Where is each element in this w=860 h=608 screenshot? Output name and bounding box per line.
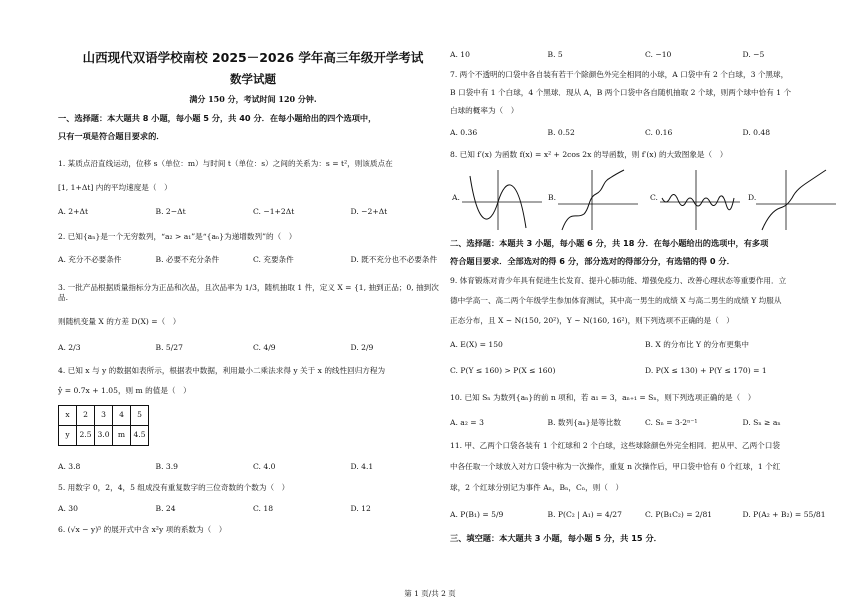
q11-text-2: 中各任取一个球放入对方口袋中称为一次操作，重复 n 次操作后，甲口袋中恰有 0 个红球，1 个红 xyxy=(450,462,781,471)
q4-text: 4. 已知 x 与 y 的数据如表所示，根据表中数据，利用最小二乘法求得 y 关于 x 的线性回归方程为 xyxy=(58,366,386,375)
section2-heading: 二、选择题：本题共 3 小题，每小题 6 分，共 18 分．在每小题给出的选项中，有多项 xyxy=(450,238,769,248)
q8-label-a[interactable]: A. xyxy=(452,193,460,202)
table-row xyxy=(59,406,149,426)
section1-heading: 一、选择题：本大题共 8 小题，每小题 5 分，共 40 分．在每小题给出的四个选项中， xyxy=(58,113,377,123)
q7-text: 7. 两个不透明的口袋中各自装有若干个除颜色外完全相同的小球，A 口袋中有 2 个白球，3 个黑球， xyxy=(450,70,789,79)
q2-option-b[interactable]: B. 必要不充分条件 xyxy=(155,255,220,264)
q11-option-c[interactable]: C. P(B₁C₂) = 2/81 xyxy=(645,510,713,519)
q5-option-d[interactable]: D. 12 xyxy=(350,504,371,513)
q1-options xyxy=(58,207,448,217)
q5-option-b[interactable]: B. 24 xyxy=(155,504,176,513)
q8-label-b[interactable]: B. xyxy=(548,193,556,202)
q11-text: 11. 甲、乙两个口袋各装有 1 个红球和 2 个白球，这些球除颜色外完全相同．把从甲、乙两个口袋 xyxy=(450,441,780,450)
table-row xyxy=(59,426,149,446)
q1-text: 1. 某质点沿直线运动，位移 s（单位：m）与时间 t（单位：s）之间的关系为：s = t²，则该质点在 xyxy=(58,159,393,168)
q8-graph-c[interactable] xyxy=(660,168,742,232)
q9-option-c[interactable]: C. P(Y ≤ 160) > P(X ≤ 160) xyxy=(450,366,556,375)
q4-option-b[interactable]: B. 3.9 xyxy=(155,462,178,471)
section3-heading: 三、填空题：本大题共 3 小题，每小题 5 分，共 15 分． xyxy=(450,533,662,543)
q6-option-b[interactable]: B. 5 xyxy=(547,50,563,59)
q7-text-2: B 口袋中有 1 个白球，4 个黑球．现从 A，B 两个口袋中各自随机抽取 2 个球，则两个球中恰有 1 个 xyxy=(450,88,792,97)
q2-option-a[interactable]: A. 充分不必要条件 xyxy=(58,255,122,264)
q10-option-c[interactable]: C. Sₙ = 3·2ⁿ⁻¹ xyxy=(645,418,698,427)
q6-options xyxy=(450,50,840,60)
q4-option-d[interactable]: D. 4.1 xyxy=(350,462,374,471)
q11-option-b[interactable]: B. P(C₂ | A₁) = 4/27 xyxy=(547,510,622,519)
q8-graph-a[interactable] xyxy=(462,168,544,232)
q9-text-2: 德中学高一、高二两个年级学生参加体育测试，其中高一男生的成绩 X 与高二男生的成绩 Y 均服从 xyxy=(450,296,782,305)
q11-options xyxy=(450,510,840,520)
q8-graph-d[interactable] xyxy=(756,168,838,232)
q6-option-d[interactable]: D. −5 xyxy=(742,50,765,59)
q7-option-a[interactable]: A. 0.36 xyxy=(450,128,478,137)
q9-option-b[interactable]: B. X 的分布比 Y 的分布更集中 xyxy=(645,340,750,349)
table-cell: m xyxy=(113,426,131,446)
q10-text: 10. 已知 Sₙ 为数列{aₙ}的前 n 项和，若 a₁ = 3，aₙ₊₁ = Sₙ，则下列选项正确的是（ ） xyxy=(450,393,756,402)
q9-option-a[interactable]: A. E(X) = 150 xyxy=(450,340,503,349)
q3-text-2: 则随机变量 X 的方差 D(X) =（ ） xyxy=(58,317,181,326)
q4-text-2: ŷ = 0.7x + 1.05，则 m 的值是（ ） xyxy=(58,386,191,395)
q10-option-b[interactable]: B. 数列{aₙ}是等比数 xyxy=(547,418,621,427)
table-cell: 5 xyxy=(131,406,149,426)
q1-text-2: [1, 1+Δt] 内的平均速度是（ ） xyxy=(58,183,172,192)
q11-text-3: 球，2 个红球分别记为事件 Aₙ，Bₙ，Cₙ，则（ ） xyxy=(450,483,624,492)
q4-options xyxy=(58,462,448,472)
q7-option-d[interactable]: D. 0.48 xyxy=(742,128,771,137)
q2-options xyxy=(58,255,448,265)
q1-option-c[interactable]: C. −1+2Δt xyxy=(253,207,295,216)
q11-option-d[interactable]: D. P(A₂ + B₂) = 55/81 xyxy=(742,510,826,519)
q1-option-d[interactable]: D. −2+Δt xyxy=(350,207,388,216)
page-footer: 第 1 页/共 2 页 xyxy=(404,589,456,598)
table-cell: 2 xyxy=(77,406,95,426)
q5-text: 5. 用数字 0，2，4，5 组成没有重复数字的三位奇数的个数为（ ） xyxy=(58,483,290,492)
q11-option-a[interactable]: A. P(B₁) = 5/9 xyxy=(450,510,504,519)
q8-text: 8. 已知 f′(x) 为函数 f(x) = x² + 2cos 2x 的导函数，则 f′(x) 的大致图象是（ ） xyxy=(450,150,728,159)
section1-heading-line2: 只有一项是符合题目要求的． xyxy=(58,131,165,141)
table-cell: 3 xyxy=(95,406,113,426)
q2-option-c[interactable]: C. 充要条件 xyxy=(253,255,294,264)
q9-options-row2 xyxy=(450,366,840,376)
table-cell: x xyxy=(59,406,77,426)
q3-option-c[interactable]: C. 4/9 xyxy=(253,343,276,352)
section2-heading-line2: 符合题目要求．全部选对的得 6 分，部分选对的得部分分，有选错的得 0 分． xyxy=(450,256,735,266)
q7-text-3: 白球的概率为（ ） xyxy=(450,106,519,115)
q9-text: 9. 体育锻炼对青少年具有促进生长发育、提升心肺功能、增强免疫力、改善心理状态等重要作用．立 xyxy=(450,276,787,285)
q3-options xyxy=(58,343,448,353)
q9-text-3: 正态分布，且 X ~ N(150, 20²)，Y ~ N(160, 16²)，则下列选项不正确的是（ ） xyxy=(450,316,734,325)
q7-options xyxy=(450,128,840,138)
exam-subject: 数学试题 xyxy=(230,72,276,86)
table-cell: y xyxy=(59,426,77,446)
q9-option-d[interactable]: D. P(X ≤ 130) + P(Y ≤ 170) = 1 xyxy=(645,366,767,375)
q8-graph-b[interactable] xyxy=(558,168,640,232)
table-cell: 4 xyxy=(113,406,131,426)
q7-option-c[interactable]: C. 0.16 xyxy=(645,128,673,137)
exam-title: 山西现代双语学校南校 2025－2026 学年高三年级开学考试 xyxy=(82,50,424,65)
q3-option-d[interactable]: D. 2/9 xyxy=(350,343,374,352)
q2-option-d[interactable]: D. 既不充分也不必要条件 xyxy=(350,255,438,264)
table-cell: 4.5 xyxy=(131,426,149,446)
q4-option-a[interactable]: A. 3.8 xyxy=(58,462,81,471)
q4-data-table xyxy=(58,405,149,446)
table-cell: 3.0 xyxy=(95,426,113,446)
q5-option-a[interactable]: A. 30 xyxy=(58,504,78,513)
q10-options xyxy=(450,418,840,428)
q4-option-c[interactable]: C. 4.0 xyxy=(253,462,276,471)
q1-option-a[interactable]: A. 2+Δt xyxy=(58,207,89,216)
q5-option-c[interactable]: C. 18 xyxy=(253,504,274,513)
q8-label-d[interactable]: D. xyxy=(748,193,757,202)
q3-text: 3. 一批产品根据质量指标分为正品和次品，且次品率为 1/3，随机抽取 1 件，定义 X = {1, 抽到正品；0, 抽到次品. xyxy=(58,283,439,303)
q10-option-d[interactable]: D. Sₙ ≥ aₙ xyxy=(742,418,781,427)
q7-option-b[interactable]: B. 0.52 xyxy=(547,128,575,137)
exam-info: 满分 150 分，考试时间 120 分钟. xyxy=(189,94,317,104)
q3-option-b[interactable]: B. 5/27 xyxy=(155,343,183,352)
q2-text: 2. 已知{aₙ}是一个无穷数列，“a₂ > a₁”是“{aₙ}为递增数列”的（ ） xyxy=(58,232,297,241)
q6-text: 6. (√x − y)⁵ 的展开式中含 x²y 项的系数为（ ） xyxy=(58,525,227,534)
q6-option-c[interactable]: C. −10 xyxy=(645,50,672,59)
q5-options xyxy=(58,504,448,514)
q8-label-c[interactable]: C. xyxy=(650,193,658,202)
q6-option-a[interactable]: A. 10 xyxy=(450,50,470,59)
q1-option-b[interactable]: B. 2−Δt xyxy=(155,207,186,216)
q10-option-a[interactable]: A. a₂ = 3 xyxy=(450,418,484,427)
table-cell: 2.5 xyxy=(77,426,95,446)
q9-options-row1 xyxy=(450,340,840,350)
q3-option-a[interactable]: A. 2/3 xyxy=(58,343,81,352)
